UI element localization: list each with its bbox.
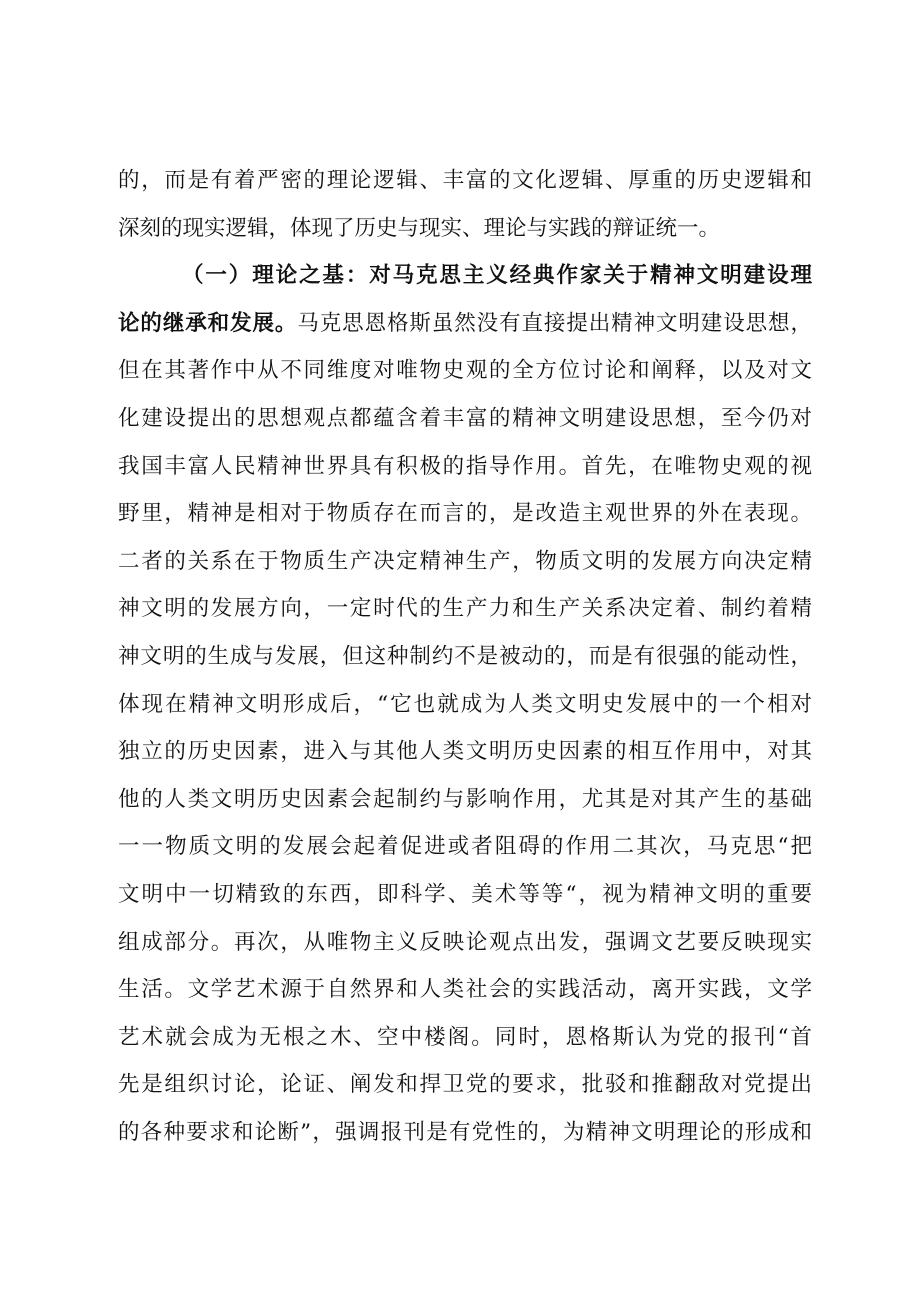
text-line: 我国丰富人民精神世界具有积极的指导作用。首先，在唯物史观的视	[118, 453, 812, 479]
text-line: 神文明的发展方向，一定时代的生产力和生产关系决定着、制约着精	[118, 596, 812, 622]
text-line: 野里，精神是相对于物质存在而言的，是改造主观世界的外在表现。	[118, 501, 812, 527]
text-line: 但在其著作中从不同维度对唯物史观的全方位讨论和阐释，以及对文	[118, 358, 812, 384]
text-line: 艺术就会成为无根之木、空中楼阁。同时，恩格斯认为党的报刊“首	[118, 1024, 812, 1050]
text-line: 神文明的生成与发展，但这种制约不是被动的，而是有很强的能动性，	[118, 643, 812, 669]
section-heading-end: 论的继承和发展。	[118, 310, 298, 336]
text-line: 的，而是有着严密的理论逻辑、丰富的文化逻辑、厚重的历史逻辑和	[118, 168, 812, 193]
text-line: 论的继承和发展。马克思恩格斯虽然没有直接提出精神文明建设思想，	[118, 310, 812, 336]
text-line: 化建设提出的思想观点都蕴含着丰富的精神文明建设思想，至今仍对	[118, 405, 812, 431]
body-text	[118, 157, 812, 1156]
text-line: 他的人类文明历史因素会起制约与影响作用，尤其是对其产生的基础	[118, 786, 812, 812]
text-line: 先是组织讨论，论证、阐发和捍卫党的要求，批驳和推翻敌对党提出	[118, 1072, 812, 1098]
text-line: 一一物质文明的发展会起着促进或者阻碍的作用二其次，马克思“把	[118, 834, 812, 860]
text-line: 深刻的现实逻辑，体现了历史与现实、理论与实践的辩证统一。	[118, 215, 721, 241]
text-line: 生活。文学艺术源于自然界和人类社会的实践活动，离开实践，文学	[118, 977, 812, 1003]
text-line: 组成部分。再次，从唯物主义反映论观点出发，强调文艺要反映现实	[118, 929, 812, 955]
text-line: 文明中一切精致的东西，即科学、美术等等“，视为精神文明的重要	[118, 881, 812, 907]
text-line: 独立的历史因素，进入与其他人类文明历史因素的相互作用中，对其	[118, 739, 812, 765]
section-heading: （一）理论之基：对马克思主义经典作家关于精神文明建设理	[182, 263, 812, 289]
text-line: 体现在精神文明形成后，“它也就成为人类文明史发展中的一个相对	[118, 691, 812, 717]
text-line: 的各种要求和论断”，强调报刊是有党性的，为精神文明理论的形成和	[118, 1119, 812, 1145]
text-line: 二者的关系在于物质生产决定精神生产，物质文明的发展方向决定精	[118, 548, 812, 574]
